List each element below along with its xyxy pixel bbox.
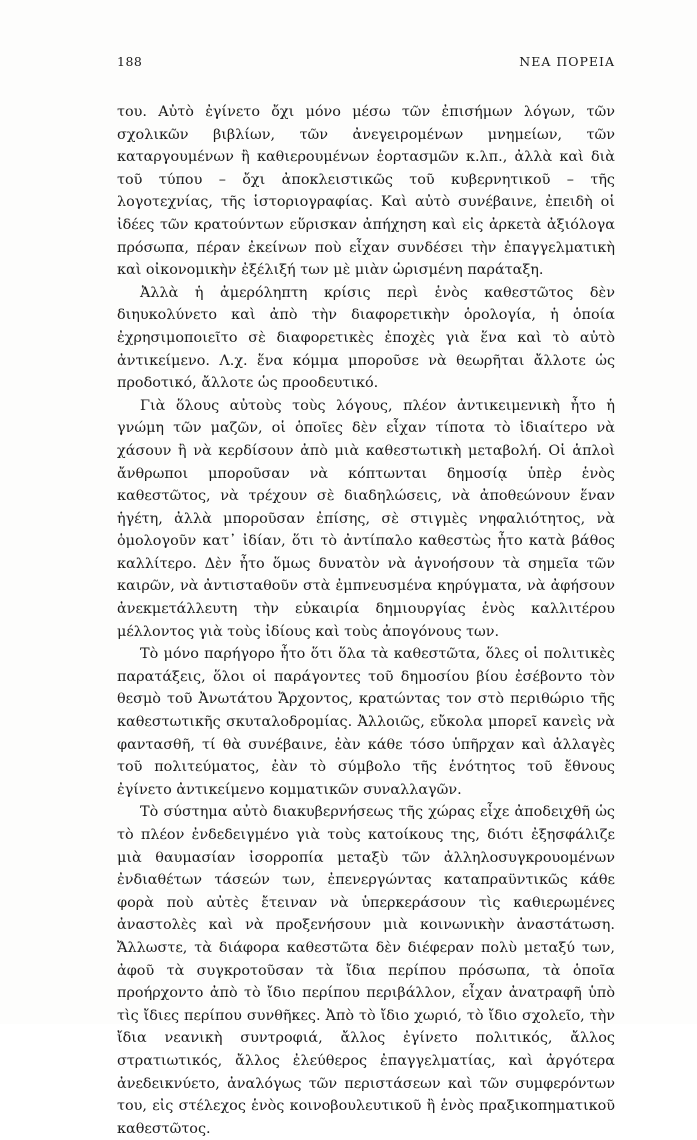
paragraph-5: Τὸ σύστημα αὐτὸ διακυβερνήσεως τῆς χώρας εἶχε ἀποδειχθῆ ὡς τὸ πλέον ἐνδεδειγμένο γιὰ τοὺς κατοίκους της, διότι ἐξησφάλιζε μιὰ θαυμασίαν ἰσορροπία μεταξὺ τῶν ἀλληλοσυγκρουομένων ἐνδιαθέτων τάσεών των, ἐπενεργώντας καταπραϋντικῶς κάθε φορὰ ποὺ αὐτὲς ἔτειναν νὰ ὑπερκεράσουν τὶς καθιερωμένες ἀναστολὲς καὶ νὰ προξενήσουν μιὰ κοινωνικὴν ἀναστάτωση. Ἄλλωστε, τὰ διάφορα καθεστῶτα δὲν διέφεραν πολὺ μεταξύ των, ἀφοῦ τὰ συγκροτοῦσαν τὰ ἴδια περίπου πρόσωπα, τὰ ὁποῖα προήρχοντο ἀπὸ τὸ ἴδιο περίπου περιβάλλον, εἶχαν ἀνατραφῆ ὑπὸ τὶς ἴδιες περίπου συνθῆκες. Ἀπὸ τὸ ἴδιο χωριό, τὸ ἴδιο σχολεῖο, τὴν ἴδια νεανικὴ συντροφιά, ἄλλος ἐγίνετο πολιτικός, ἄλλος στρατιωτικός, ἄλλος ἐλεύθερος ἐπαγγελματίας, καὶ ἀργότερα ἀνεδεικνύετο, ἀναλόγως τῶν περιστάσεων καὶ τῶν συμφερόντων του, εἰς στέλεχος ἑνὸς κοινοβουλευτικοῦ ἢ ἑνὸς πραξικοπηματικοῦ καθεστῶτος. [117,804,615,1137]
paragraph-4: Τὸ μόνο παρήγορο ἦτο ὅτι ὅλα τὰ καθεστῶτα, ὅλες οἱ πολιτικὲς παρατάξεις, ὅλοι οἱ παράγοντες τοῦ δημοσίου βίου ἐσέβοντο τὸν θεσμὸ τοῦ Ἀνωτάτου Ἄρχοντος, κρατώντας τον στὸ περιθώριο τῆς καθεστωτικῆς σκυταλοδρομίας. Ἀλλοιῶς, εὔκολα μπορεῖ κανεὶς νὰ φαντασθῆ, τί θὰ συνέβαινε, ἐὰν κάθε τόσο ὑπῆρχαν καὶ ἀλλαγὲς τοῦ πολιτεύματος, ἐὰν τὸ σύμβολο τῆς ἑνότητος τοῦ ἔθνους ἐγίνετο ἀντικείμενο κομματικῶν συναλλαγῶν. [117,646,615,798]
paragraph-2: Ἀλλὰ ἡ ἀμερόληπτη κρίσις περὶ ἑνὸς καθεστῶτος δὲν διηυκολύνετο καὶ ἀπὸ τὴν διαφορετικὴν ὁρολογία, ἡ ὁποία ἐχρησιμοποιεῖτο σὲ διαφορετικὲς ἐποχὲς γιὰ ἕνα καὶ τὸ αὐτὸ ἀντικείμενο. Λ.χ. ἕνα κόμμα μποροῦσε νὰ θεωρῆται ἄλλοτε ὡς προδοτικό, ἄλλοτε ὡς προοδευτικό. [117,284,615,392]
journal-title: ΝΕΑ ΠΟΡΕΙΑ [519,54,615,69]
running-head [117,54,615,72]
paragraph-3: Γιὰ ὅλους αὐτοὺς τοὺς λόγους, πλέον ἀντικειμενικὴ ἦτο ἡ γνώμη τῶν μαζῶν, οἱ ὁποῖες δὲν εἶχαν τίποτα τὸ ἰδιαίτερο νὰ χάσουν ἢ νὰ κερδίσουν ἀπὸ μιὰ καθεστωτικὴ μεταβολή. Οἱ ἁπλοὶ ἄνθρωποι μποροῦσαν νὰ κόπτωνται δημοσίᾳ ὑπὲρ ἑνὸς καθεστῶτος, νὰ τρέχουν σὲ διαδηλώσεις, νὰ ἀποθεώνουν ἕναν ἡγέτη, ἀλλὰ μποροῦσαν ἐπίσης, σὲ στιγμὲς νηφαλιότητος, νὰ ὁμολογοῦν κατ᾽ ἰδίαν, ὅτι τὸ ἀντίπαλο καθεστὼς ἦτο κατὰ βάθος καλλίτερο. Δὲν ἦτο ὅμως δυνατὸν νὰ ἀγνοήσουν τὰ σημεῖα τῶν καιρῶν, νὰ ἀντισταθοῦν στὰ ἐμπνευσμένα κηρύγματα, νὰ ἀφήσουν ἀνεκμετάλλευτη τὴν εὐκαιρία δημιουργίας ἑνὸς καλλιτέρου μέλλοντος γιὰ τοὺς ἰδίους καὶ τοὺς ἀπογόνους των. [117,397,615,640]
paragraph-1: του. Αὐτὸ ἐγίνετο ὄχι μόνο μέσω τῶν ἐπισήμων λόγων, τῶν σχολικῶν βιβλίων, τῶν ἀνεγειρομένων μνημείων, τῶν καταργουμένων ἢ καθιερουμένων ἑορτασμῶν κ.λπ., ἀλλὰ καὶ διὰ τοῦ τύπου – ὄχι ἀποκλειστικῶς τοῦ κυβερνητικοῦ – τῆς λογοτεχνίας, τῆς ἱστοριογραφίας. Καὶ αὐτὸ συνέβαινε, ἐπειδὴ οἱ ἰδέες τῶν κρατούντων εὕρισκαν ἀπήχηση καὶ εἰς ἀρκετὰ ἀξιόλογα πρόσωπα, πέραν ἐκείνων ποὺ εἶχαν συνδέσει τὴν ἐπαγγελματικὴ καὶ οἰκονομικὴν ἐξέλιξή των μὲ μιὰν ὡρισμένη παράταξη. [117,104,615,279]
body-text [117,101,615,1140]
page-number: 188 [117,54,143,69]
